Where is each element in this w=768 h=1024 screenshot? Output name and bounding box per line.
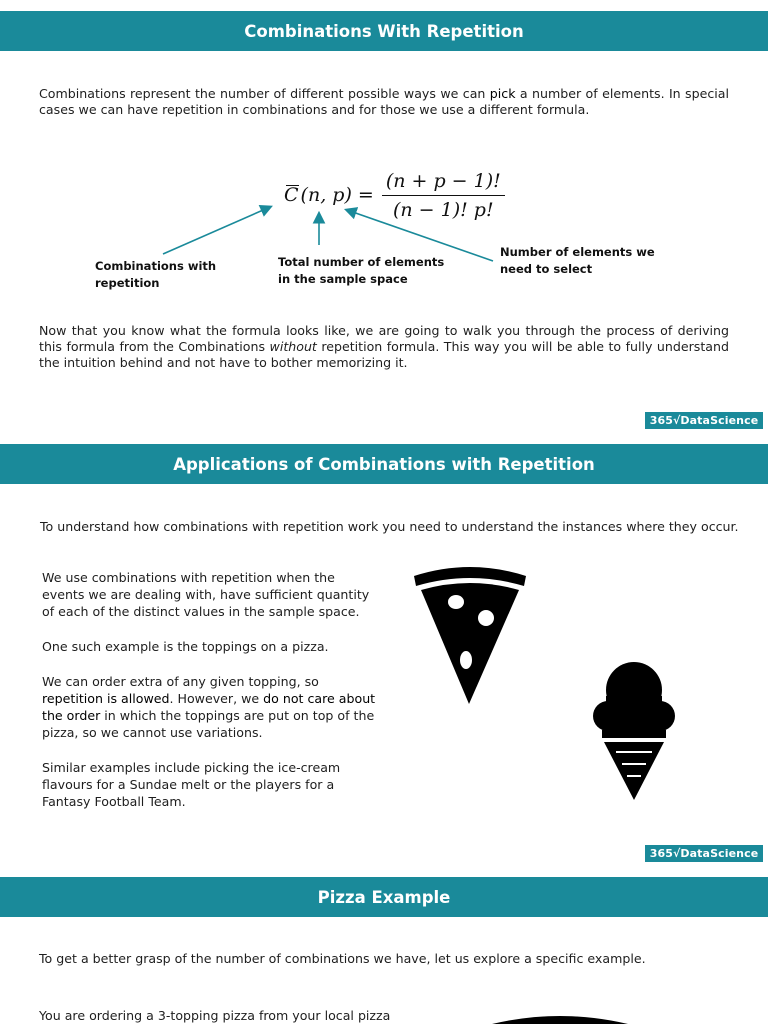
- para3-text-b: . However, we: [169, 691, 264, 706]
- pizza-example-para-1: You are ordering a 3-topping pizza from your local pizza: [39, 1008, 391, 1023]
- pizza-example-intro: To get a better grasp of the number of combinations we have, let us explore a specific example.: [39, 951, 646, 966]
- label-line: repetition: [95, 276, 160, 290]
- formula-denominator: (n − 1)! p!: [392, 198, 494, 221]
- walk-without-word: without: [269, 339, 317, 354]
- applications-para-4: Similar examples include picking the ice-cream flavours for a Sundae melt or the players for a Fantasy Football Team.: [42, 760, 341, 809]
- label-line: need to select: [500, 262, 593, 276]
- formula-numerator: (n + p − 1)!: [382, 170, 505, 196]
- label-line: Number of elements we: [500, 245, 655, 259]
- label-line: in the sample space: [278, 272, 408, 286]
- walkthrough-paragraph: [39, 323, 729, 371]
- ice-cream-cone-icon: [592, 660, 676, 802]
- para3-text-c: in which the toppings are put on top of the pizza, so we cannot use variations.: [42, 708, 375, 740]
- formula-c-symbol: C: [284, 184, 299, 206]
- section-title: Combinations With Repetition: [244, 21, 524, 41]
- formula-lhs-args: (n, p) =: [300, 184, 374, 206]
- datascience-logo: 365√DataScience: [645, 412, 763, 429]
- walk-text-a: Now that you know what the formula looks like, we are going to walk you through the process of deriving this formula from the Combinations: [39, 323, 729, 354]
- para3-order-phrase: do not care about the order: [42, 691, 376, 723]
- section-banner-applications: [0, 444, 768, 484]
- para3-repetition-allowed: repetition is allowed: [42, 691, 170, 706]
- applications-para-2: One such example is the toppings on a pizza.: [42, 639, 329, 654]
- applications-para-1: We use combinations with repetition when the events we are dealing with, have sufficient quantity of each of the distinct values in the sample space.: [42, 570, 370, 619]
- intro-text-a: Combinations represent the number of different possible ways we can: [39, 86, 490, 101]
- label-elements-to-select: [500, 244, 655, 278]
- section-title: Pizza Example: [317, 887, 451, 907]
- datascience-logo: 365√DataScience: [645, 845, 763, 862]
- intro-text-b: a number of elements. In special cases we can have repetition in combinations and for those we use a different formula.: [39, 86, 730, 117]
- section-banner-pizza-example: [0, 877, 768, 917]
- label-total-elements: [278, 254, 444, 288]
- para3-text-a: We can order extra of any given topping, so: [42, 674, 319, 689]
- applications-intro: To understand how combinations with repetition work you need to understand the instances where they occur.: [40, 519, 739, 534]
- walk-text-b: repetition formula. This way you will be able to fully understand the intuition behind and not have to bother memorizing it.: [39, 339, 729, 370]
- pizza-icon-partial: [490, 1012, 630, 1024]
- applications-para-3: [42, 673, 380, 741]
- label-combinations-with-repetition: [95, 258, 216, 292]
- label-line: Combinations with: [95, 259, 217, 273]
- label-line: Total number of elements: [278, 255, 445, 269]
- arrow-combinations: [163, 207, 270, 254]
- pizza-slice-icon: [410, 564, 530, 708]
- section-title: Applications of Combinations with Repetition: [173, 454, 595, 474]
- intro-pick-word: pick: [489, 86, 516, 101]
